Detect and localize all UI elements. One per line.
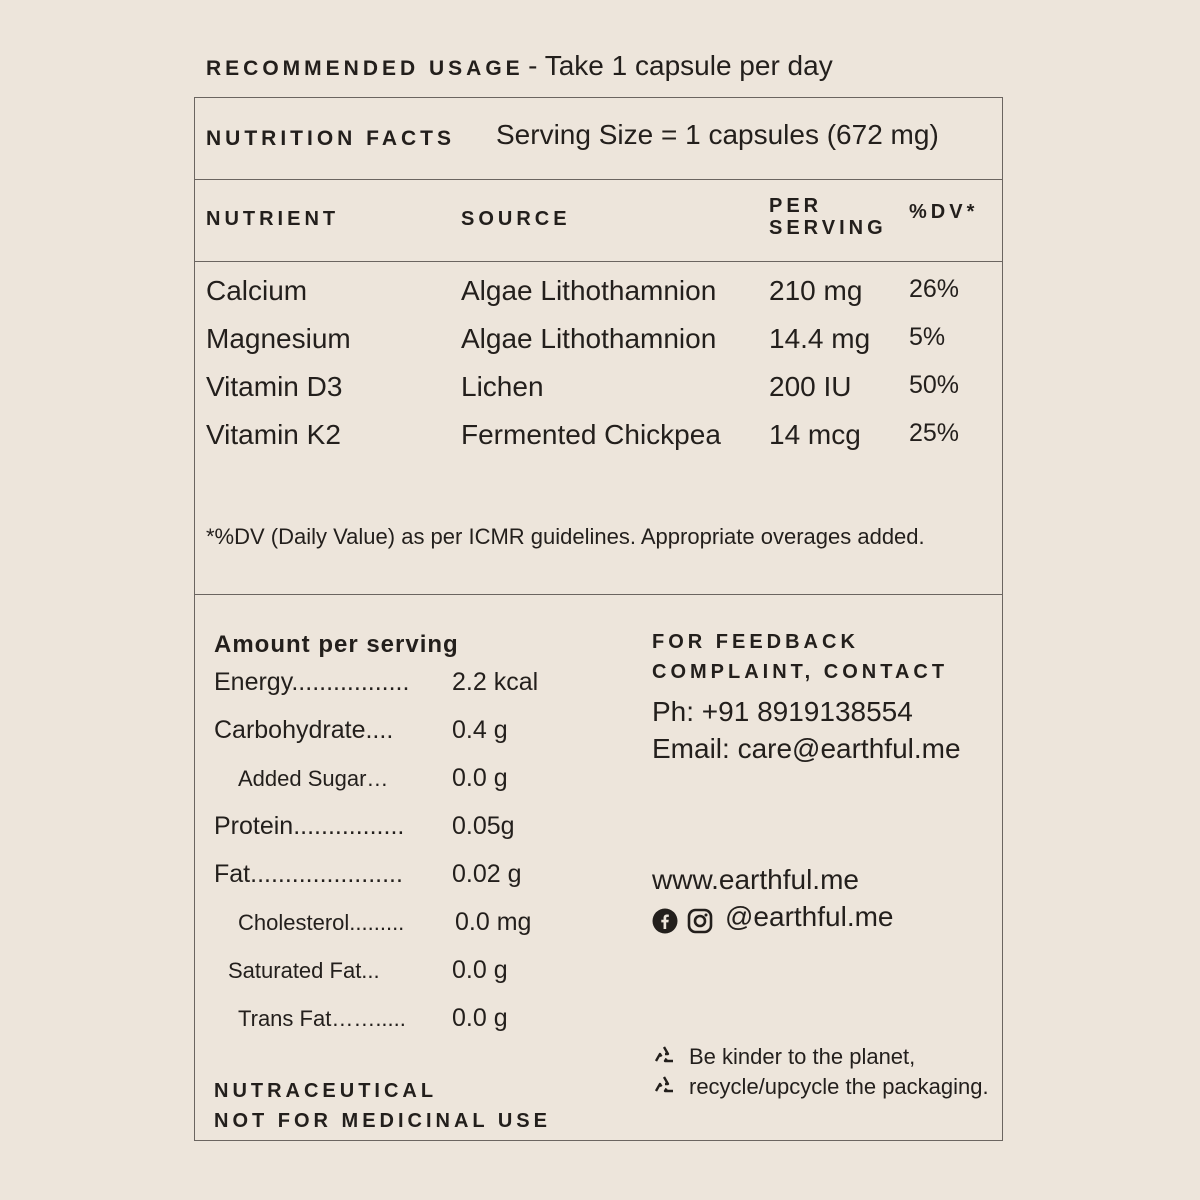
social-handle[interactable]: @earthful.me [725, 901, 894, 932]
row-dv: 50% [909, 371, 960, 399]
amount-value: 0.4 g [452, 716, 508, 744]
recommended-usage [206, 50, 833, 82]
amount-label: Trans Fat……..... [238, 1006, 406, 1031]
divider [195, 261, 1002, 262]
header-per-serving: PER SERVING [769, 195, 887, 239]
amount-label: Cholesterol......... [238, 910, 405, 935]
amount-label: Fat...................... [214, 860, 403, 888]
divider [195, 594, 1002, 595]
amount-value: 0.0 g [452, 764, 508, 792]
amount-value: 0.0 g [452, 956, 508, 984]
amount-title: Amount per serving [214, 631, 459, 658]
row-source: Fermented Chickpea [461, 419, 721, 450]
row-source: Lichen [461, 371, 544, 402]
contact-phone[interactable]: Ph: +91 8919138554 [652, 696, 913, 727]
row-per-serving: 14.4 mg [769, 323, 871, 354]
row-per-serving: 200 IU [769, 371, 852, 402]
amount-value: 0.02 g [452, 860, 522, 888]
amount-value: 0.0 mg [455, 908, 532, 936]
amount-label: Protein................ [214, 812, 405, 840]
row-nutrient: Magnesium [206, 323, 351, 354]
facebook-icon[interactable] [652, 908, 678, 934]
amount-label: Carbohydrate.... [214, 716, 394, 744]
recycle-line1: Be kinder to the planet, [689, 1044, 916, 1069]
row-source: Algae Lithothamnion [461, 323, 717, 354]
recycle-icon [652, 1074, 676, 1098]
header-dv: %DV* [909, 201, 979, 223]
disclaimer [214, 1076, 551, 1136]
amount-value: 0.05g [452, 812, 515, 840]
nutrition-facts-label: NUTRITION FACTS [206, 127, 455, 150]
amount-value: 2.2 kcal [452, 668, 539, 696]
header-nutrient: NUTRIENT [206, 208, 340, 230]
header-source: SOURCE [461, 208, 571, 230]
row-dv: 26% [909, 275, 960, 303]
amount-label: Energy................. [214, 668, 410, 696]
recycle-line2: recycle/upcycle the packaging. [689, 1074, 989, 1099]
nutrition-panel [194, 97, 1003, 1141]
dv-footnote: *%DV (Daily Value) as per ICMR guidelines. Appropriate overages added. [206, 524, 925, 549]
website-link[interactable]: www.earthful.me [652, 864, 859, 895]
contact-email[interactable]: Email: care@earthful.me [652, 733, 961, 764]
row-nutrient: Calcium [206, 275, 308, 306]
usage-text: - Take 1 capsule per day [528, 50, 833, 81]
serving-size: Serving Size = 1 capsules (672 mg) [496, 119, 939, 150]
usage-label: RECOMMENDED USAGE [206, 57, 524, 80]
row-nutrient: Vitamin K2 [206, 419, 341, 450]
row-per-serving: 210 mg [769, 275, 863, 306]
amount-value: 0.0 g [452, 1004, 508, 1032]
amount-label: Saturated Fat... [228, 958, 380, 983]
row-dv: 25% [909, 419, 960, 447]
row-dv: 5% [909, 323, 946, 351]
amount-label: Added Sugar… [238, 766, 389, 791]
disclaimer-line2: NOT FOR MEDICINAL USE [214, 1110, 551, 1132]
disclaimer-line1: NUTRACEUTICAL [214, 1080, 438, 1102]
row-nutrient: Vitamin D3 [206, 371, 343, 402]
row-source: Algae Lithothamnion [461, 275, 717, 306]
instagram-icon[interactable] [687, 908, 713, 934]
contact-title: FOR FEEDBACK COMPLAINT, CONTACT [652, 631, 949, 683]
divider [195, 179, 1002, 180]
recycle-icon [652, 1044, 676, 1068]
row-per-serving: 14 mcg [769, 419, 861, 450]
